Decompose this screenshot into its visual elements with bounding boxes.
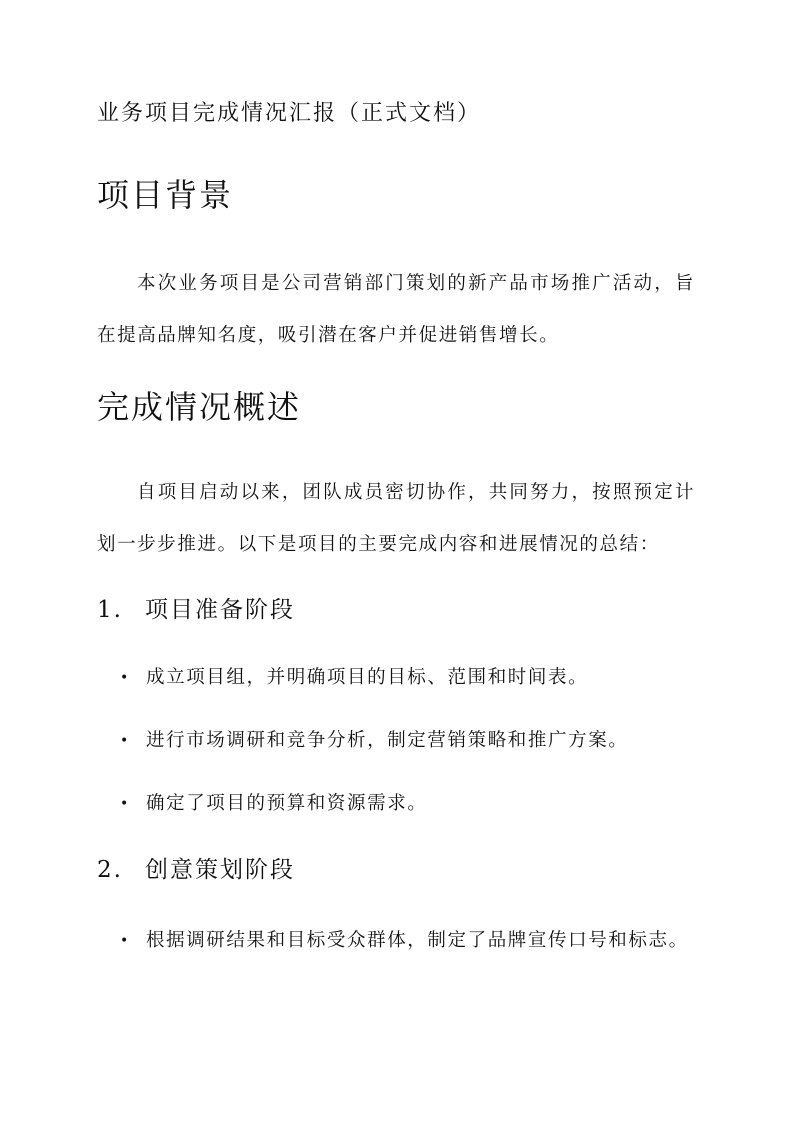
bullet-icon: • <box>120 733 130 749</box>
list-item-text: 确定了项目的预算和资源需求。 <box>146 793 428 814</box>
list-item-text: 成立项目组，并明确项目的目标、范围和时间表。 <box>146 667 589 688</box>
bullet-icon: • <box>120 933 130 949</box>
phase-number: 1. <box>97 597 123 623</box>
list-item <box>120 652 695 704</box>
phase-title: 创意策划阶段 <box>144 857 295 883</box>
section-paragraph-background: 本次业务项目是公司营销部门策划的新产品市场推广活动，旨在提高品牌知名度，吸引潜在客户并促进销售增长。 <box>97 273 695 346</box>
phase-heading-creative <box>97 851 295 884</box>
document-title: 业务项目完成情况汇报（正式文档） <box>97 101 482 126</box>
section-heading-overview: 完成情况概述 <box>97 388 302 426</box>
bullet-icon: • <box>120 670 130 686</box>
bullet-icon: • <box>120 796 130 812</box>
phase-heading-preparation <box>97 591 295 624</box>
list-item <box>120 715 695 767</box>
list-item <box>120 915 695 967</box>
list-item-text: 进行市场调研和竞争分析，制定营销策略和推广方案。 <box>146 730 629 751</box>
section-paragraph-overview: 自项目启动以来，团队成员密切协作，共同努力，按照预定计划一步步推进。以下是项目的主要完成内容和进展情况的总结： <box>97 482 695 555</box>
section-heading-background: 项目背景 <box>97 176 234 214</box>
phase-title: 项目准备阶段 <box>144 597 295 623</box>
phase-number: 2. <box>97 857 123 883</box>
list-item-text: 根据调研结果和目标受众群体，制定了品牌宣传口号和标志。 <box>146 930 689 951</box>
list-item <box>120 778 695 830</box>
